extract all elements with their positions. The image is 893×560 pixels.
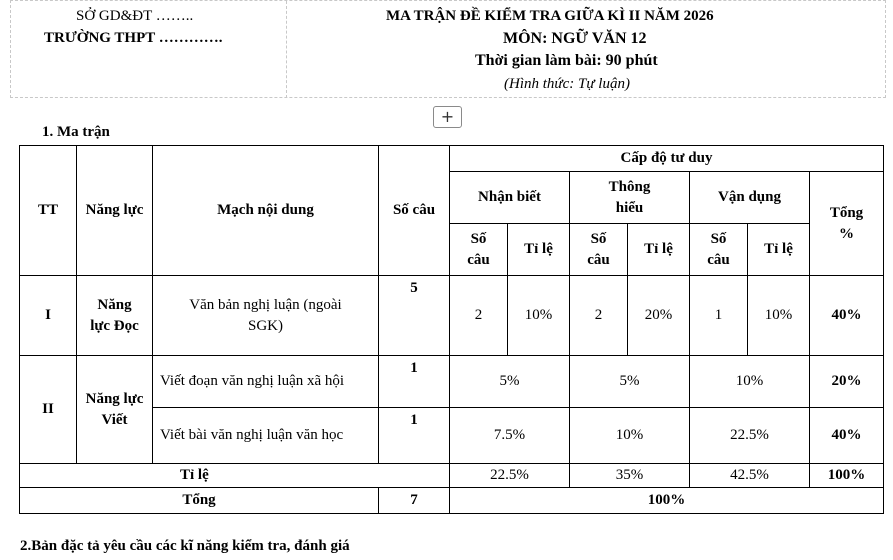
format-label: (Hình thức: Tự luận) <box>504 76 630 92</box>
ti-le-label: Tỉ lệ <box>20 464 450 488</box>
row1-nb-ti-le: 10% <box>508 276 570 356</box>
exam-title: MA TRẬN ĐỀ KIỂM TRA GIỮA KÌ II NĂM 2026 <box>386 8 714 24</box>
header-th-so-cau: Số câu <box>570 224 628 276</box>
row1-tong: 40% <box>810 276 884 356</box>
header-tt: TT <box>20 146 77 276</box>
header-nang-luc: Năng lực <box>77 146 153 276</box>
header-nb-so-cau: Số câu <box>450 224 508 276</box>
tong-so-cau: 7 <box>379 488 450 514</box>
ti-le-nhan-biet: 22.5% <box>450 464 570 488</box>
header-van-dung: Vận dụng <box>690 172 810 224</box>
row1-tt: I <box>20 276 77 356</box>
row2-so-cau: 1 <box>379 356 450 408</box>
row2-tong: 20% <box>810 356 884 408</box>
tong-label: Tổng <box>20 488 379 514</box>
row2-van-dung: 10% <box>690 356 810 408</box>
row1-nang-luc: Năng lực Đọc <box>77 276 153 356</box>
row1-so-cau: 5 <box>379 276 450 356</box>
ti-le-van-dung: 42.5% <box>690 464 810 488</box>
row2-nhan-biet: 5% <box>450 356 570 408</box>
header-tong: Tổng % <box>810 172 884 276</box>
header-so-cau: Số câu <box>379 146 450 276</box>
ti-le-thong-hieu: 35% <box>570 464 690 488</box>
school-label: TRƯỜNG THPT …………. <box>44 30 223 46</box>
row3-nhan-biet: 7.5% <box>450 408 570 464</box>
row1-th-so-cau: 2 <box>570 276 628 356</box>
duration-label: Thời gian làm bài: 90 phút <box>475 52 658 69</box>
department-label: SỞ GD&ĐT …….. <box>76 8 194 24</box>
row3-so-cau: 1 <box>379 408 450 464</box>
subject-label: MÔN: NGỮ VĂN 12 <box>503 30 647 47</box>
header-nb-ti-le: Tỉ lệ <box>508 224 570 276</box>
header-vd-ti-le: Tỉ lệ <box>748 224 810 276</box>
row1-vd-so-cau: 1 <box>690 276 748 356</box>
row2-nang-luc: Năng lực Viết <box>77 356 153 464</box>
row2-mach-noi-dung: Viết đoạn văn nghị luận xã hội <box>153 356 379 408</box>
header-divider <box>286 1 287 98</box>
row3-tong: 40% <box>810 408 884 464</box>
header-thong-hieu: Thông hiểu <box>570 172 690 224</box>
row1-th-ti-le: 20% <box>628 276 690 356</box>
assessment-matrix-table <box>19 145 884 514</box>
row1-nb-so-cau: 2 <box>450 276 508 356</box>
header-nhan-biet: Nhận biết <box>450 172 570 224</box>
header-vd-so-cau: Số câu <box>690 224 748 276</box>
header-th-ti-le: Tỉ lệ <box>628 224 690 276</box>
tong-percent: 100% <box>450 488 884 514</box>
row3-mach-noi-dung: Viết bài văn nghị luận văn học <box>153 408 379 464</box>
ti-le-tong: 100% <box>810 464 884 488</box>
row3-thong-hieu: 10% <box>570 408 690 464</box>
add-button[interactable]: + <box>433 106 462 128</box>
row2-tt: II <box>20 356 77 464</box>
section-1-title: 1. Ma trận <box>42 124 110 140</box>
row2-thong-hieu: 5% <box>570 356 690 408</box>
row1-mach-noi-dung: Văn bản nghị luận (ngoài SGK) <box>153 276 379 356</box>
row3-van-dung: 22.5% <box>690 408 810 464</box>
row1-vd-ti-le: 10% <box>748 276 810 356</box>
header-mach-noi-dung: Mạch nội dung <box>153 146 379 276</box>
header-cap-do-tu-duy: Cấp độ tư duy <box>450 146 884 172</box>
section-2-title: 2.Bản đặc tả yêu cầu các kĩ năng kiểm tra, đánh giá <box>20 538 350 554</box>
